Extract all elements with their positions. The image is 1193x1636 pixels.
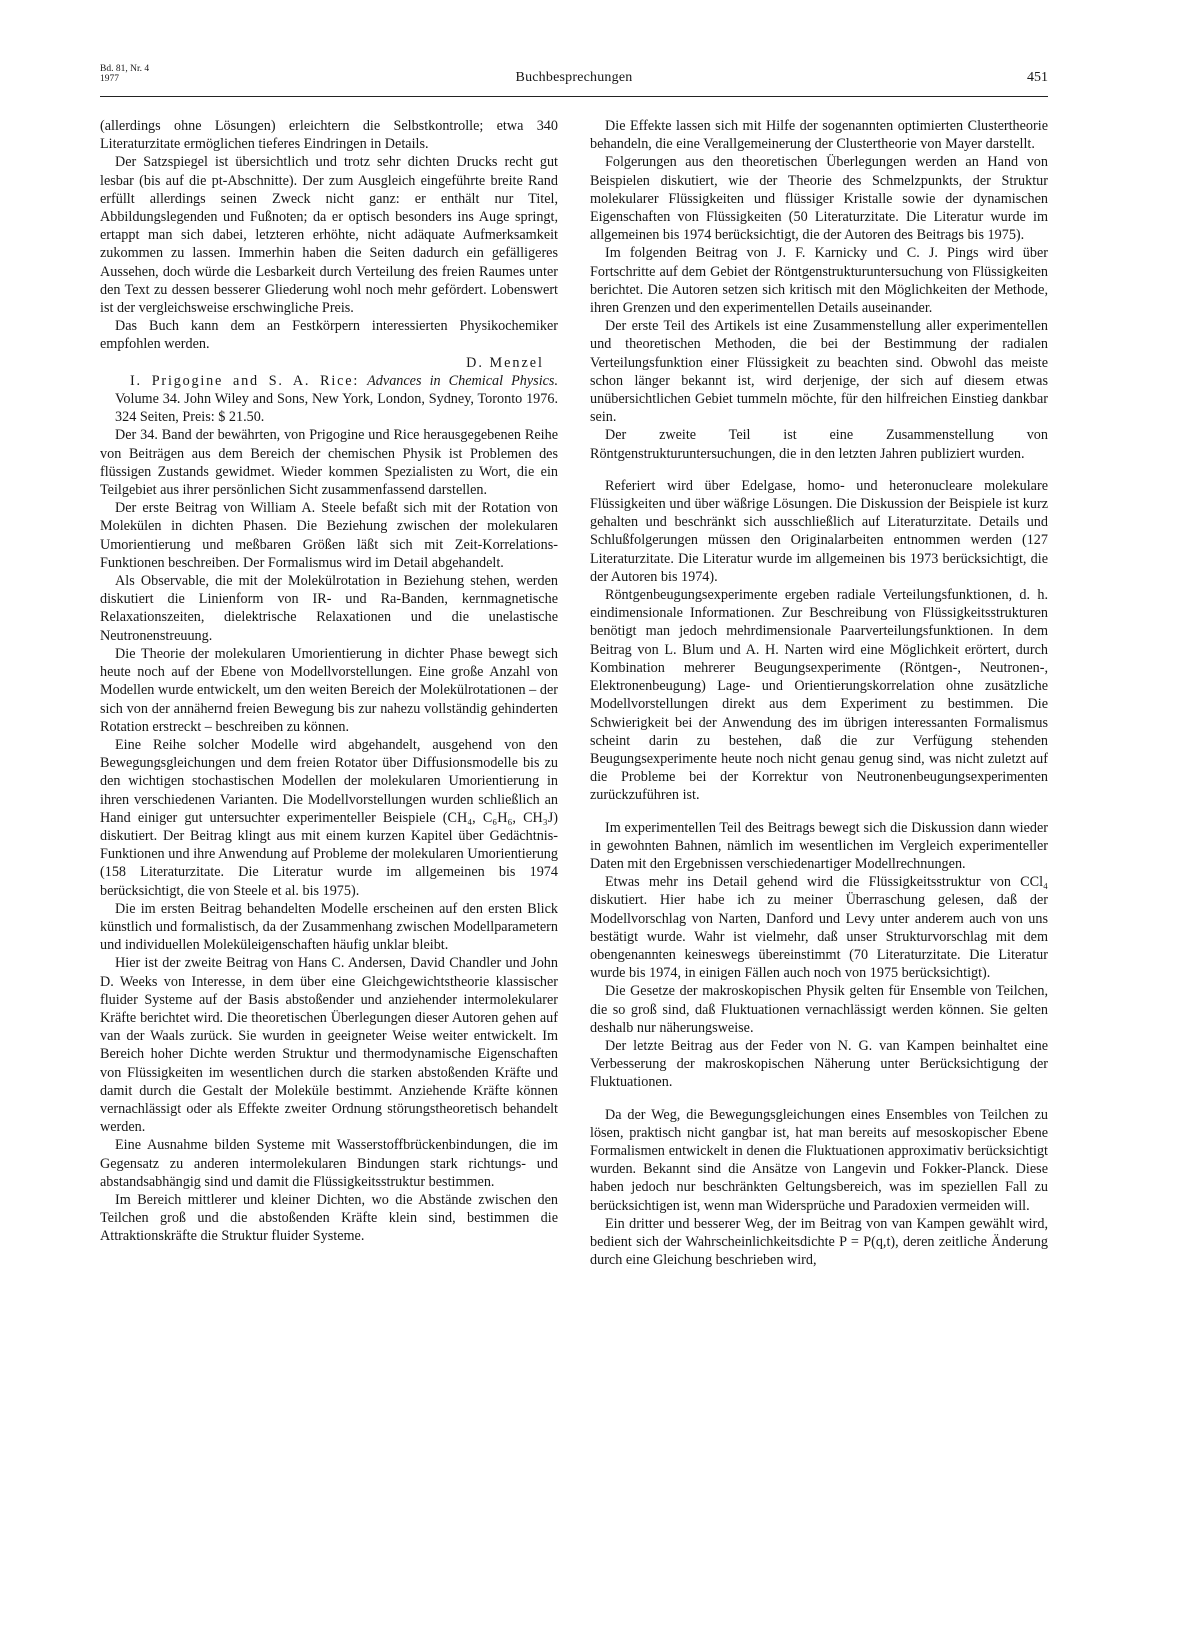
- review-book-details: Volume 34. John Wiley and Sons, New York, London, Sydney, Toronto 1976. 324 Seiten, Preis: $ 21.50.: [115, 391, 558, 426]
- page-number: 451: [1027, 70, 1048, 85]
- paragraph: Ein dritter und besserer Weg, der im Beitrag von van Kampen gewählt wird, bedient sich der Wahrscheinlichkeitsdichte P = P(q,t), deren zeitliche Änderung durch eine Gleichung beschrieben wird,: [590, 1215, 1048, 1269]
- paragraph: Hier ist der zweite Beitrag von Hans C. Andersen, David Chandler und John D. Weeks von Interesse, in dem über eine Gleichgewichtstheorie klassischer fluider Systeme auf der Basis abstoßender und anziehender intermolekularer Kräfte berichtet wird. Die theoretischen Überlegungen dieser Autoren gehen auf van der Waals zurück. Sie wurden in geeigneter Weise weiter entwickelt. Im Bereich hoher Dichte werden Struktur und thermodynamische Eigenschaften von Flüssigkeiten im wesentlichen durch die starken abstoßenden Kräfte und damit durch die Gestalt der Moleküle bestimmt. Anziehende Kräfte können vernachlässigt oder als Effekte zweiter Ordnung störungstheoretisch behandelt werden.: [100, 955, 558, 1136]
- paragraph: Das Buch kann dem an Festkörpern interessierten Physikochemiker empfohlen werden.: [100, 318, 558, 353]
- left-column: [100, 117, 558, 1246]
- paragraph: Röntgenbeugungsexperimente ergeben radiale Verteilungsfunktionen, d. h. eindimensionale Informationen. Zur Beschreibung von Flüssigkeitsstrukturen benötigt man jedoch mehrdimensionale Paarverteilungsfunktionen. In dem Beitrag von L. Blum und A. H. Narten wird eine Möglichkeit erörtert, durch Kombination mehrerer Beugungsexperimente (Röntgen-, Neutronen-, Elektronenbeugung) Lage- und Orientierungskorrelation ohne zusätzliche Modellvorstellungen direkt aus dem Experiment zu bestimmen. Die Schwierigkeit bei der Anwendung des im übrigen interessanten Formalismus scheint darin zu bestehen, daß die zur Verfügung stehenden Beugungsexperimente heute noch nicht genau genug sind, was nicht zuletzt auf die Probleme bei der Korrektur von Neutronenbeugungsexperimenten zurückzuführen ist.: [590, 587, 1048, 804]
- paragraph: Eine Reihe solcher Modelle wird abgehandelt, ausgehend von den Bewegungsgleichungen und dem freien Rotator über Diffusionsmodelle bis zu den wichtigen stochastischen Modellen der molekularen Umorientierung in ihren verschiedenen Varianten. Die Modellvorstellungen wurden schließlich an Hand einiger gut untersuchter experimenteller Beispiele (CH₄, C₆H₆, CH₃J) diskutiert. Der Beitrag klingt aus mit einem kurzen Kapitel über Gedächtnis-Funktionen und ihre Anwendung auf Probleme der molekularen Umorientierung (158 Literaturzitate. Die Literatur wurde im allgemeinen bis 1974 berücksichtigt, die von Steele et al. bis 1975).: [100, 736, 558, 899]
- paragraph: Der Satzspiegel ist übersichtlich und trotz sehr dichten Drucks recht gut lesbar (bis auf die pt-Abschnitte). Der zum Ausgleich eingeführte breite Rand erfüllt allerdings seinen Zweck nicht ganz: er enthält nur Titel, Abbildungslegenden und Fußnoten; da er optisch besonders ins Auge springt, ertappt man sich dabei, letzteren erhöhte, nicht adäquate Aufmerksamkeit zukommen zu lassen. Immerhin haben die Seiten dadurch ein gefälligeres Aussehen, doch würde die Lesbarkeit durch Verteilung des freien Raumes unter den Text zu dessen besserer Gliederung wohl noch mehr gefördert. Lobenswert ist der vergleichsweise erschwingliche Preis.: [100, 154, 558, 317]
- paragraph: Als Observable, die mit der Molekülrotation in Beziehung stehen, werden diskutiert die Linienform von IR- und Ra-Banden, kernmagnetische Relaxationszeiten, dielektrische Relaxationen und die unelastische Neutronenstreuung.: [100, 573, 558, 644]
- paragraph: Folgerungen aus den theoretischen Überlegungen werden an Hand von Beispielen diskutiert, wie der Theorie des Schmelzpunkts, der Struktur molekularer Flüssigkeiten und flüssiger Kristalle sowie der dynamischen Eigenschaften von Flüssigkeiten (50 Literaturzitate. Die Literatur wurde im allgemeinen bis 1974 berücksichtigt, die der Autoren des Beitrags bis 1975).: [590, 154, 1048, 244]
- paragraph: Die Theorie der molekularen Umorientierung in dichter Phase bewegt sich heute noch auf der Ebene von Modellvorstellungen. Eine große Anzahl von Modellen wurde entwickelt, um den weiten Bereich der Molekülrotationen – der sich von der annähernd freien Bewegung bis zur nahezu vollständig gehinderten Rotation erstreckt – beschreiben zu können.: [100, 645, 558, 735]
- paragraph: Referiert wird über Edelgase, homo- und heteronucleare molekulare Flüssigkeiten und über wäßrige Lösungen. Die Diskussion der Beispiele ist kurz gehalten und beschränkt sich ausschließlich auf Literaturzitate. Details und Schlußfolgerungen müssen den Originalarbeiten entnommen werden (127 Literaturzitate. Die Literatur wurde im allgemeinen bis 1973 berücksichtigt, die der Autoren bis 1974).: [590, 477, 1048, 585]
- paragraph: Der erste Beitrag von William A. Steele befaßt sich mit der Rotation von Molekülen in dichten Phasen. Die Beziehung zwischen der molekularen Umorientierung und meßbaren Größen läßt sich mit Zeit-Korrelations-Funktionen beschreiben. Der Formalismus wird im Detail abgehandelt.: [100, 500, 558, 571]
- paragraph: Die Effekte lassen sich mit Hilfe der sogenannten optimierten Clustertheorie behandeln, die eine Verallgemeinerung der Clustertheorie von Mayer darstellt.: [590, 118, 1048, 153]
- paragraph: Etwas mehr ins Detail gehend wird die Flüssigkeitsstruktur von CCl₄ diskutiert. Hier habe ich zu meiner Überraschung gelesen, daß der Modellvorschlag von Narten, Danford und Levy unter anderem auch von uns bestätigt wurde. Wahr ist vielmehr, daß unser Strukturvorschlag mit dem obengenannten keineswegs übereinstimmt (70 Literaturzitate. Die Literatur wurde bis 1974, in einigen Fällen auch noch von 1975 berücksichtigt).: [590, 874, 1048, 982]
- year-label: 1977: [100, 74, 119, 84]
- paragraph: Da der Weg, die Bewegungsgleichungen eines Ensembles von Teilchen zu lösen, praktisch nicht gangbar ist, hat man bereits auf mesoskopischer Ebene Formalismen entwickelt in denen die Fluktuationen approximativ berücksichtigt wurden. Bekannt sind die Ansätze von Langevin und Fokker-Planck. Diese haben jedoch nur beschränkten Geltungsbereich, was im speziellen Fall zu berücksichtigen ist, wenn man Widersprüche und Paradoxien vermeiden will.: [590, 1106, 1048, 1214]
- review-authors: I. Prigogine and S. A. Rice:: [130, 372, 360, 389]
- header-rule: [100, 96, 1048, 97]
- paragraph: Im experimentellen Teil des Beitrags bewegt sich die Diskussion dann wieder in gewohnten Bahnen, nämlich im wesentlichen im Vergleich experimenteller Daten mit den Ergebnissen verschiedenartiger Modellrechnungen.: [590, 819, 1048, 872]
- right-column: [590, 117, 1048, 1269]
- paragraph: Der erste Teil des Artikels ist eine Zusammenstellung aller experimentellen und theoretischen Methoden, die bei der Bestimmung der radialen Verteilungsfunktion einer Flüssigkeit zu beachten sind. Obwohl das meiste schon länger bekannt ist, wird derjenige, der sich auf diesem etwas unübersichtlichen Gebiet tummeln möchte, für den hilfreichen Einstieg dankbar sein.: [590, 318, 1048, 426]
- review-heading: [100, 372, 558, 427]
- paragraph: Der zweite Teil ist eine Zusammenstellung von Röntgenstrukturuntersuchungen, die in den letzten Jahren publiziert wurden.: [590, 427, 1048, 462]
- page-header: [100, 64, 1048, 104]
- paragraph: Im Bereich mittlerer und kleiner Dichten, wo die Abstände zwischen den Teilchen groß und die abstoßenden Kräfte klein sind, bestimmen die Attraktionskräfte die Struktur fluider Systeme.: [100, 1191, 558, 1245]
- paragraph: Die Gesetze der makroskopischen Physik gelten für Ensemble von Teilchen, die so groß sind, daß Fluktuationen vernachlässigt werden können. Sie gelten deshalb nur näherungsweise.: [590, 983, 1048, 1036]
- review-book-title: Advances in Chemical Physics.: [367, 372, 559, 389]
- paragraph: Im folgenden Beitrag von J. F. Karnicky und C. J. Pings wird über Fortschritte auf dem Gebiet der Röntgenstrukturuntersuchung von Flüssigkeiten berichtet. Die Autoren setzen sich kritisch mit den Möglichkeiten der Methode, ihren Grenzen und den experimentellen Details auseinander.: [590, 245, 1048, 317]
- paragraph: Der 34. Band der bewährten, von Prigogine und Rice herausgegebenen Reihe von Beiträgen aus dem Bereich der chemischen Physik ist Problemen des flüssigen Zustands gewidmet. Wieder kommen Spezialisten zu Wort, die ein Teilgebiet aus ihrer persönlichen Sicht zusammenfassend darstellen.: [100, 427, 558, 499]
- paragraph: (allerdings ohne Lösungen) erleichtern die Selbstkontrolle; etwa 340 Literaturzitate ermöglichen tieferes Eindringen in Details.: [100, 118, 558, 153]
- section-title: Buchbesprechungen: [515, 70, 633, 85]
- paragraph: Eine Ausnahme bilden Systeme mit Wasserstoffbrückenbindungen, die im Gegensatz zu anderen intermolekularen Bindungen stark richtungs- und abstandsabhängig sind und damit die Flüssigkeitsstruktur bestimmen.: [100, 1137, 558, 1190]
- reviewer-signature: D. Menzel: [466, 354, 544, 371]
- signature-line: [100, 354, 558, 372]
- paragraph: Der letzte Beitrag aus der Feder von N. G. van Kampen beinhaltet eine Verbesserung der makroskopischen Näherung unter Berücksichtigung der Fluktuationen.: [590, 1037, 1048, 1091]
- volume-label: Bd. 81, Nr. 4: [100, 64, 150, 74]
- paragraph: Die im ersten Beitrag behandelten Modelle erscheinen auf den ersten Blick künstlich und formalistisch, da der Zusammenhang zwischen Modellparametern und individuellen Moleküleigenschaften häufig unklar bleibt.: [100, 900, 558, 954]
